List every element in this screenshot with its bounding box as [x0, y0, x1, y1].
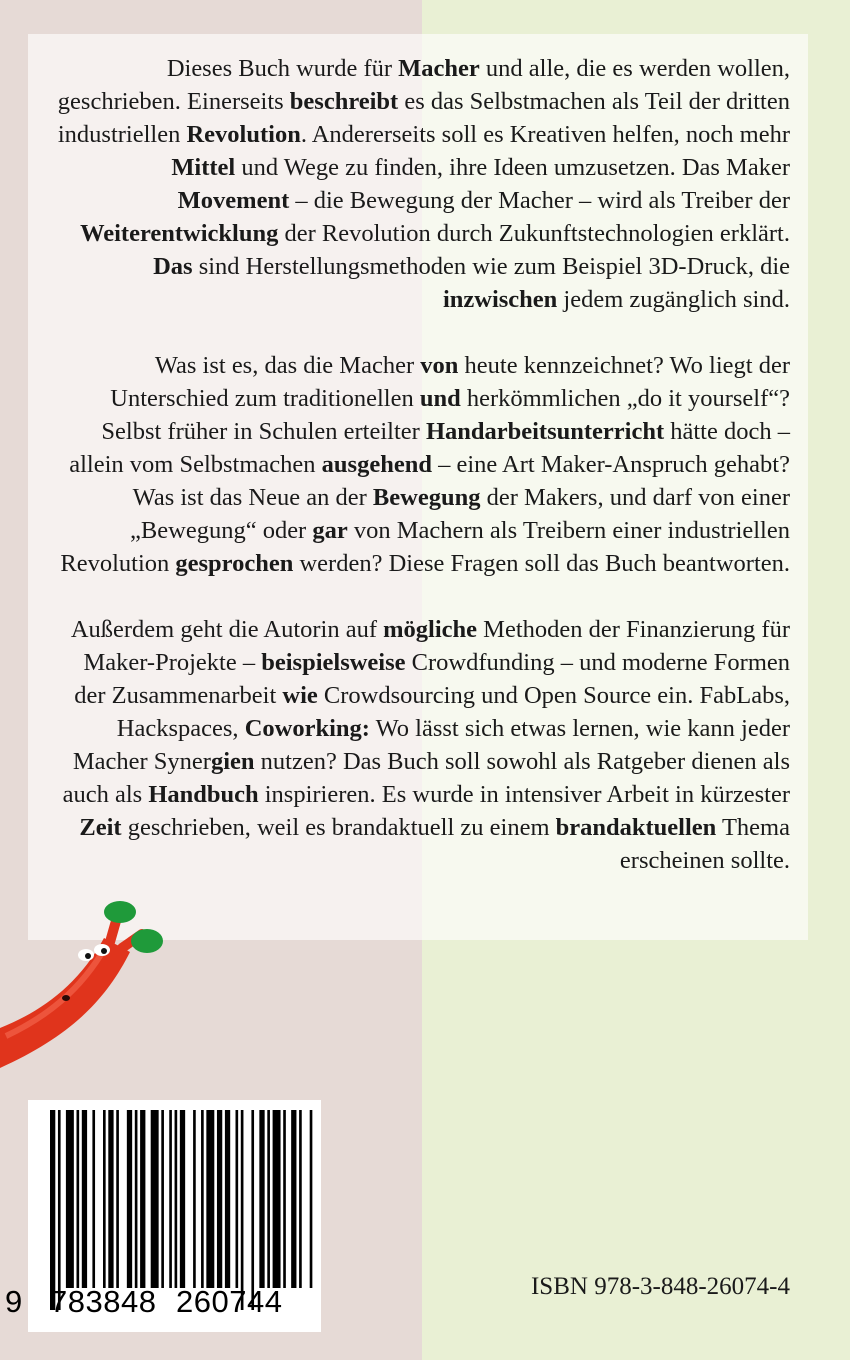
bold-run: inzwischen — [442, 286, 558, 313]
barcode-bar — [201, 1110, 204, 1288]
bold-run: von — [420, 352, 459, 379]
barcode-bar — [50, 1110, 55, 1310]
barcode-bar — [217, 1110, 222, 1288]
barcode-first-digit: 9 — [5, 1284, 23, 1319]
text-run: es das Selbstmachen als Teil der dritten industriellen — [57, 88, 790, 148]
barcode-bar — [236, 1110, 239, 1288]
bold-run: Handarbeitsunterricht — [425, 418, 665, 445]
bold-run: Coworking: — [244, 715, 370, 742]
text-run: herkömmlichen „do it yourself“? Selbst früher in Schulen erteilter — [101, 385, 790, 445]
barcode-bar — [140, 1110, 145, 1288]
text-run: Dieses Buch wurde für — [166, 55, 399, 82]
bold-run: Handbuch — [148, 781, 259, 808]
barcode-bar — [127, 1110, 132, 1288]
text-run: sind Herstellungsmethoden wie zum Beispiel 3D-Druck, die — [192, 253, 790, 280]
barcode-bar — [92, 1110, 95, 1288]
text-run: von Machern als Treibern einer industriellen Revolution — [60, 517, 790, 577]
barcode-bar — [291, 1110, 296, 1288]
blurb-paragraph-2 — [56, 349, 790, 580]
bold-run: Revolution — [186, 121, 301, 148]
bold-run: mögliche — [383, 616, 478, 643]
text-run: Thema erscheinen sollte. — [619, 814, 790, 874]
barcode-bar — [267, 1110, 270, 1288]
text-run: und alle, die es werden wollen, geschrieben. Einerseits — [57, 55, 790, 115]
bold-run: gar — [312, 517, 348, 544]
barcode-bar — [273, 1110, 281, 1288]
bold-run: gesprochen — [175, 550, 294, 577]
bold-run: und — [419, 385, 461, 412]
barcode-group-1: 783848 — [50, 1284, 157, 1319]
barcode-bar — [206, 1110, 214, 1288]
barcode-bar — [58, 1110, 61, 1310]
barcode-bar — [283, 1110, 286, 1288]
bold-run: beschreibt — [289, 88, 399, 115]
text-run: Methoden der Finanzierung für Maker-Projekte – — [83, 616, 790, 676]
bold-run: gien — [210, 748, 255, 775]
text-run: werden? Diese Fragen soll das Buch beantworten. — [293, 550, 790, 577]
bold-run: brandaktuellen — [555, 814, 717, 841]
text-run: der Revolution durch Zukunftstechnologien erklärt. — [278, 220, 790, 247]
barcode-bar — [161, 1110, 164, 1288]
bold-run: beispielsweise — [261, 649, 406, 676]
barcode-bar — [251, 1110, 254, 1310]
bold-run: Weiterentwicklung — [80, 220, 279, 247]
text-run: inspirieren. Es wurde in intensiver Arbeit in kürzester — [258, 781, 790, 808]
barcode-bar — [310, 1110, 313, 1288]
bold-run: Das — [153, 253, 193, 280]
barcode-group-2: 260744 — [176, 1284, 283, 1319]
red-worm-mascot-icon — [0, 900, 175, 1080]
bold-run: Bewegung — [372, 484, 481, 511]
text-run: heute kennzeichnet? Wo liegt der Unterschied zum traditionellen — [110, 352, 790, 412]
bold-run: Zeit — [79, 814, 122, 841]
text-run: jedem zugänglich sind. — [557, 286, 790, 313]
barcode-bar — [77, 1110, 80, 1288]
blurb-text — [56, 52, 790, 910]
barcode-bar — [259, 1110, 264, 1288]
barcode-bar — [225, 1110, 230, 1288]
text-run: – die Bewegung der Macher – wird als Treiber der — [289, 187, 790, 214]
blurb-paragraph-3 — [56, 613, 790, 877]
blurb-paragraph-1 — [56, 52, 790, 316]
text-run: – eine Art Maker-Anspruch gehabt? Was ist das Neue an der — [132, 451, 790, 511]
barcode-bar — [66, 1110, 74, 1288]
barcode-bar — [180, 1110, 185, 1288]
text-run: und Wege zu finden, ihre Ideen umzusetzen. Das Maker — [235, 154, 790, 181]
barcode-bar — [193, 1110, 196, 1288]
barcode-bar — [135, 1110, 138, 1288]
barcode-bar — [175, 1110, 178, 1288]
bold-run: Macher — [398, 55, 480, 82]
isbn-label: ISBN 978-3-848-26074-4 — [530, 1273, 790, 1300]
bold-run: ausgehend — [321, 451, 432, 478]
text-run: geschrieben, weil es brandaktuell zu einem — [121, 814, 556, 841]
barcode-bar — [108, 1110, 113, 1288]
barcode-bar — [82, 1110, 87, 1288]
text-run: Außerdem geht die Autorin auf — [70, 616, 384, 643]
barcode-bar — [241, 1110, 244, 1310]
text-run: nutzen? Das Buch soll sowohl als Ratgeber dienen als auch als — [62, 748, 790, 808]
bold-run: wie — [282, 682, 318, 709]
text-run: . Andererseits soll es Kreativen helfen, noch mehr — [300, 121, 790, 148]
barcode-bar — [299, 1110, 302, 1288]
barcode-bar — [169, 1110, 172, 1288]
text-run: Was ist es, das die Macher — [154, 352, 421, 379]
text-run: hätte doch – allein vom Selbstmachen — [69, 418, 790, 478]
barcode-bar — [103, 1110, 106, 1288]
text-run: Wo lässt sich etwas lernen, wie kann jeder Macher Syner — [72, 715, 790, 775]
text-run: der Makers, und darf von einer „Bewegung“ oder — [130, 484, 790, 544]
bold-run: Movement — [177, 187, 290, 214]
text-run: Crowdsourcing und Open Source ein. FabLabs, Hackspaces, — [116, 682, 790, 742]
bold-run: Mittel — [171, 154, 236, 181]
barcode-bar — [151, 1110, 159, 1288]
text-run: Crowdfunding – und moderne Formen der Zusammenarbeit — [74, 649, 790, 709]
barcode-bar — [116, 1110, 119, 1288]
